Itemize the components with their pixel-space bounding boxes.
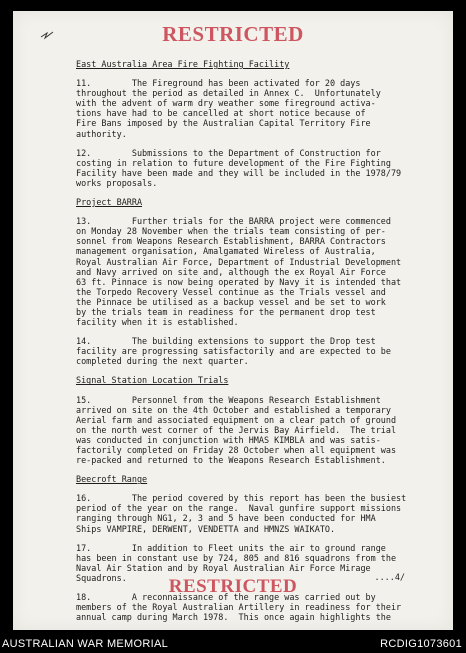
continuation-marker: ....4/	[374, 572, 405, 582]
document-page	[13, 11, 453, 630]
section-heading: Signal Station Location Trials	[76, 375, 229, 386]
section-heading: Beecroft Range	[76, 474, 148, 485]
paragraph-15: 15. Personnel from the Weapons Research Establishment arrived on site on the 4th October and established a temporary Aerial farm and associated equipment on a clear patch of ground on the north west corner of the Jervis Bay Airfield. The trial was conducted in conjunction with HMAS KIMBLA and was satis- factorily completed on Friday 28 October when all equipment was re-packed and returned to the Weapons Research Establishment.	[76, 394, 397, 466]
section-beecroft-range	[76, 474, 436, 622]
paragraph-11: 11. The Fireground has been activated for 20 days throughout the period as detailed in Annex C. Unfortunately with the advent of warm dry weather some fireground activa- tions have had to be cancelled at short notice because of Fire Bans imposed by the Australian Capital Territory Fire authority.	[76, 78, 381, 139]
restricted-stamp-bottom: RESTRICTED	[168, 576, 298, 597]
paragraph-14: 14. The building extensions to support the Drop test facility are progressing satisfactorily and are expected to be completed during the next quarter.	[76, 336, 391, 367]
section-heading: East Australia Area Fire Fighting Facility	[76, 59, 290, 69]
record-id: RCDIG1073601	[380, 638, 462, 650]
document-body	[76, 59, 436, 630]
paragraph-17: 17. In addition to Fleet units the air to ground range has been in constant use by 724, 805 and 816 squadrons from the Naval Air Station and by Royal Australian Air Force Mirage Squadrons.	[76, 542, 397, 583]
archive-name: AUSTRALIAN WAR MEMORIAL	[2, 638, 169, 650]
section-signal-station	[76, 375, 436, 465]
section-fire-fighting	[76, 59, 436, 188]
restricted-stamp-top: RESTRICTED	[162, 22, 304, 41]
paragraph-18: 18. A reconnaissance of the range was carried out by members of the Royal Australian Artillery in readiness for their annual camp during March 1978. This once again highlights the	[76, 592, 402, 623]
pen-mark-icon	[39, 29, 59, 43]
archive-footer	[0, 635, 466, 653]
section-heading: Project BARRA	[76, 197, 143, 208]
paragraph-13: 13. Further trials for the BARRA project were commenced on Monday 28 November when the trials team consisting of per- sonnel from Weapons Research Establishment, BARRA Contractors management organisation, Amalgamated Wireless of Australia, Royal Australian Air Force, Department of Industrial Development and Navy arrived on site and, although the ex Royal Air Force 63 ft. Pinnace is now being operated by Navy it is intended that the Torpedo Recovery Vessel continue as the Trials vessel and the Pinnace be utilised as a backup vessel and be set to work by the trials team in readiness for the permanent drop test facility when it is established.	[76, 216, 402, 328]
section-project-barra	[76, 197, 436, 366]
paragraph-12: 12. Submissions to the Department of Construction for costing in relation to future development of the Fire Fighting Facility have been made and they will be included in the 1978/79 works proposals.	[76, 147, 402, 188]
paragraph-16: 16. The period covered by this report has been the busiest period of the year on the range. Naval gunfire support missions ranging through NG1, 2, 3 and 5 have been conducted for HMA Ships VAMPIRE, DERWENT, VENDETTA and HMNZS WAIKATO.	[76, 493, 407, 534]
